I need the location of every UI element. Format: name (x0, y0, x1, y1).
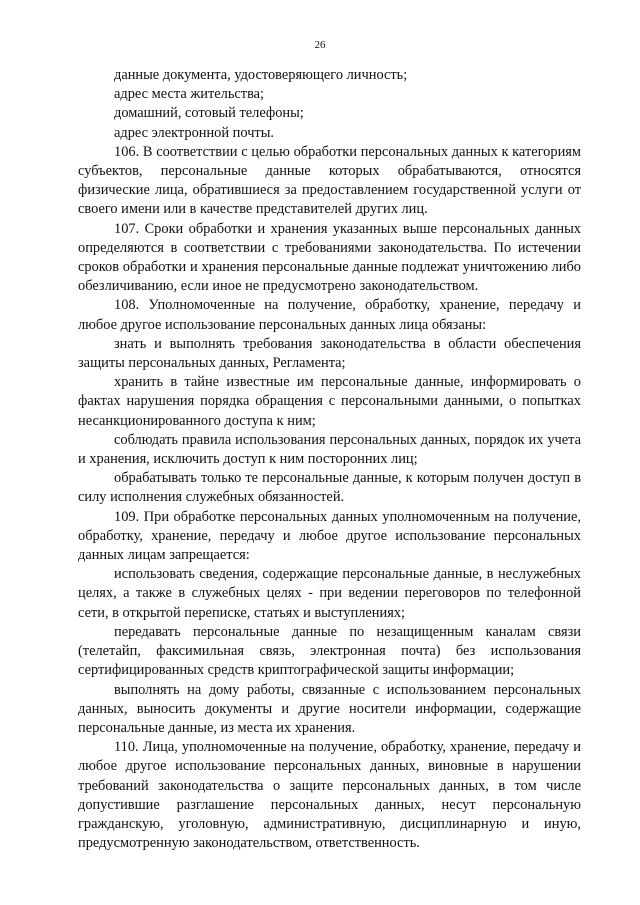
paragraph-108-duty-2: хранить в тайне известные им персональные данные, информировать о фактах нарушения порядка обращения с персональными данными, о попытках несанкционированного доступа к ним; (78, 374, 581, 429)
page-number: 26 (314, 39, 326, 51)
paragraph-107: 107. Сроки обработки и хранения указанных выше персональных данных определяются в соответствии с требованиями законодательства. По истечении сроков обработки и хранения персональные данные подлежат уничтожению либо обезличиванию, если иное не предусмотрено законодательством. (78, 220, 581, 295)
paragraph-108-duty-1: знать и выполнять требования законодательства в области обеспечения защиты персональных данных, Регламента; (78, 335, 581, 372)
list-item-email: адрес электронной почты. (114, 124, 274, 141)
list-item-phones: домашний, сотовый телефоны; (114, 105, 304, 122)
paragraph-108: 108. Уполномоченные на получение, обработку, хранение, передачу и любое другое использование персональных данных лица обязаны: (78, 297, 581, 333)
paragraph-108-duty-4: обрабатывать только те персональные данные, к которым получен доступ в силу исполнения служебных обязанностей. (78, 470, 581, 506)
paragraph-109-prohibition-3: выполнять на дому работы, связанные с использованием персональных данных, выносить документы и другие носители информации, содержащие персональные данные, из места их хранения. (78, 681, 581, 736)
paragraph-108-duty-3: соблюдать правила использования персональных данных, порядок их учета и хранения, исключить доступ к ним посторонних лиц; (78, 431, 581, 468)
paragraph-109-prohibition-2: передавать персональные данные по незащищенным каналам связи (телетайп, факсимильная связь, электронная почта) без использования сертифицированных средств криптографической защиты информации; (78, 623, 581, 679)
list-item-document-data: данные документа, удостоверяющего личность; (114, 67, 408, 83)
paragraph-109: 109. При обработке персональных данных уполномоченным на получение, обработку, хранение, передачу и любое другое использование персональных данных лицам запрещается: (78, 508, 581, 564)
paragraph-110: 110. Лица, уполномоченные на получение, обработку, хранение, передачу и любое другое использование персональных данных, виновные в нарушении требований законодательства о защите персональных данных, в том числе допустившие разглашение персональных данных, несут персональную гражданскую, уголовную, административную, дисциплинарную и иную, предусмотренную законодательством, ответственность. (78, 739, 581, 852)
list-item-residence-address: адрес места жительства; (114, 86, 265, 103)
document-body (78, 66, 581, 853)
paragraph-109-prohibition-1: использовать сведения, содержащие персональные данные, в неслужебных целях, а также в служебных целях - при ведении переговоров по телефонной сети, в открытой переписке, статьях и выступлениях; (78, 566, 581, 621)
paragraph-106: 106. В соответствии с целью обработки персональных данных к категориям субъектов, персональные данные которых обрабатываются, относятся физические лица, обратившиеся за предоставлением государственной услуги от своего имени или в качестве представителей других лиц. (78, 143, 581, 218)
